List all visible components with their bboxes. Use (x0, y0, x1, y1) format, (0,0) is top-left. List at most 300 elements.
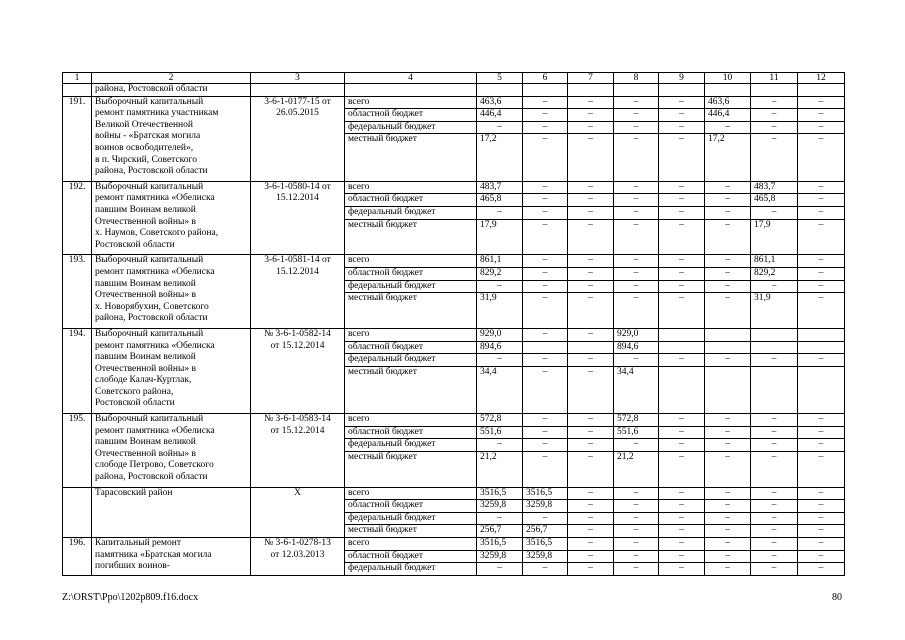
document-code-line: 15.12.2014 (276, 266, 319, 277)
amount-cell: – (705, 121, 751, 134)
amount-cell: – (705, 451, 751, 487)
entry-name-line: памятника «Братская могила (95, 549, 212, 560)
amount-cell: – (568, 500, 614, 513)
amount-cell: – (523, 181, 568, 194)
amount-cell (705, 341, 751, 354)
amount-cell: – (659, 512, 705, 525)
amount-cell: – (614, 181, 659, 194)
amount-cell (798, 366, 845, 413)
funding-source: федеральный бюджет (345, 121, 477, 134)
amount-cell: – (798, 255, 845, 268)
amount-cell: – (568, 121, 614, 134)
entry-number: 196. (63, 538, 92, 576)
amount-cell: – (659, 194, 705, 207)
amount-cell: – (568, 109, 614, 122)
funding-source: всего (345, 328, 477, 341)
amount-cell: 483,7 (751, 181, 798, 194)
amount-cell: – (705, 512, 751, 525)
entry-name-line: Отечественной войны» в (95, 363, 196, 374)
amount-cell: – (798, 280, 845, 293)
amount-cell: – (659, 500, 705, 513)
document-code (251, 414, 345, 488)
amount-cell: – (568, 267, 614, 280)
table-row (63, 96, 845, 109)
amount-cell: – (798, 538, 845, 551)
funding-source: местный бюджет (345, 451, 477, 487)
amount-cell: – (705, 563, 751, 576)
entry-name (92, 181, 251, 255)
document-code (251, 255, 345, 329)
funding-source: всего (345, 96, 477, 109)
amount-cell: 34,4 (477, 366, 523, 413)
table-row (63, 487, 845, 500)
budget-table (62, 72, 845, 576)
amount-cell: 17,9 (751, 219, 798, 255)
amount-cell: – (705, 219, 751, 255)
amount-cell: – (798, 550, 845, 563)
amount-cell: – (659, 293, 705, 329)
amount-cell: – (568, 414, 614, 427)
funding-source: областной бюджет (345, 267, 477, 280)
amount-cell: – (568, 487, 614, 500)
funding-source: областной бюджет (345, 109, 477, 122)
entry-number: 195. (63, 414, 92, 488)
funding-source: областной бюджет (345, 500, 477, 513)
entry-name-line: ремонт памятника «Обелиска (95, 266, 215, 277)
funding-source: областной бюджет (345, 550, 477, 563)
amount-cell: – (523, 328, 568, 341)
amount-cell: – (659, 414, 705, 427)
table-body (63, 84, 845, 576)
column-header: 9 (659, 73, 705, 84)
amount-cell: – (798, 194, 845, 207)
document-code (251, 96, 345, 181)
entry-name-line: х. Наумов, Советского района, (95, 228, 219, 239)
document-code-line: № 3-6-1-0278-13 (264, 538, 331, 549)
amount-cell: – (523, 280, 568, 293)
amount-cell: 3259,8 (477, 550, 523, 563)
document-code-line: 3-6-1-0580-14 от (264, 181, 331, 192)
amount-cell: – (568, 219, 614, 255)
funding-source: федеральный бюджет (345, 512, 477, 525)
amount-cell: – (568, 550, 614, 563)
amount-cell: – (477, 563, 523, 576)
amount-cell: – (751, 134, 798, 181)
entry-name-line: павшим Воинам великой (95, 437, 196, 448)
page-number: 80 (832, 592, 842, 603)
document-code-line: от 12.03.2013 (270, 549, 325, 560)
amount-cell: – (523, 219, 568, 255)
amount-cell (568, 341, 614, 354)
amount-cell: – (659, 563, 705, 576)
amount-cell: – (614, 194, 659, 207)
amount-cell: – (614, 134, 659, 181)
amount-cell: – (659, 280, 705, 293)
table-row (63, 255, 845, 268)
amount-cell: – (751, 538, 798, 551)
amount-cell: – (614, 354, 659, 367)
amount-cell: – (659, 96, 705, 109)
amount-cell: – (659, 538, 705, 551)
amount-cell: – (523, 366, 568, 413)
amount-cell: 17,2 (477, 134, 523, 181)
entry-name-line: павшим Воинам великой (95, 204, 196, 215)
column-header: 2 (92, 73, 251, 84)
amount-cell: – (798, 354, 845, 367)
amount-cell: – (751, 206, 798, 219)
document-code-line: Х (294, 487, 301, 498)
amount-cell: – (568, 426, 614, 439)
amount-cell: – (751, 525, 798, 538)
amount-cell: 861,1 (751, 255, 798, 268)
funding-source: местный бюджет (345, 219, 477, 255)
amount-cell: – (751, 426, 798, 439)
amount-cell: – (798, 267, 845, 280)
funding-source: федеральный бюджет (345, 354, 477, 367)
amount-cell: – (798, 500, 845, 513)
entry-name-line: Ростовской области (95, 239, 175, 250)
amount-cell: – (614, 512, 659, 525)
funding-source: федеральный бюджет (345, 563, 477, 576)
amount-cell: 446,4 (477, 109, 523, 122)
amount-cell: 551,6 (614, 426, 659, 439)
amount-cell: – (751, 96, 798, 109)
amount-cell: – (659, 354, 705, 367)
amount-cell (798, 341, 845, 354)
amount-cell: 829,2 (751, 267, 798, 280)
amount-cell: 551,6 (477, 426, 523, 439)
amount-cell: – (614, 487, 659, 500)
amount-cell: – (614, 293, 659, 329)
entry-name-line: Выборочный капитальный (95, 328, 204, 339)
amount-cell: – (751, 563, 798, 576)
entry-name-line: Ростовской области (95, 398, 175, 409)
document-code-line: 3-6-1-0177-15 от (264, 96, 331, 107)
amount-cell: – (568, 194, 614, 207)
footer-file-path: Z:\ORST\Ppo\1202p809.f16.docx (62, 592, 199, 603)
amount-cell: – (614, 219, 659, 255)
amount-cell: – (705, 194, 751, 207)
amount-cell: 17,9 (477, 219, 523, 255)
amount-cell: 34,4 (614, 366, 659, 413)
entry-name (92, 414, 251, 488)
document-code-line: от 15.12.2014 (270, 425, 325, 436)
amount-cell: – (705, 255, 751, 268)
funding-source: всего (345, 255, 477, 268)
amount-cell: 446,4 (705, 109, 751, 122)
amount-cell (659, 328, 705, 341)
amount-cell: – (751, 414, 798, 427)
column-header: 6 (523, 73, 568, 84)
amount-cell: 483,7 (477, 181, 523, 194)
entry-name-line: погибших воинов- (95, 561, 170, 572)
amount-cell: – (798, 219, 845, 255)
amount-cell: – (523, 96, 568, 109)
amount-cell (659, 366, 705, 413)
entry-name (92, 538, 251, 576)
document-code (251, 328, 345, 413)
entry-number: 193. (63, 255, 92, 329)
table-row (63, 181, 845, 194)
amount-cell: – (568, 96, 614, 109)
amount-cell: – (659, 181, 705, 194)
entry-name-line: Выборочный капитальный (95, 255, 204, 266)
document-code-line: 3-6-1-0581-14 от (264, 255, 331, 266)
amount-cell: – (705, 426, 751, 439)
amount-cell: – (614, 206, 659, 219)
amount-cell: – (659, 267, 705, 280)
amount-cell: – (477, 439, 523, 452)
amount-cell: 894,6 (477, 341, 523, 354)
funding-source: местный бюджет (345, 293, 477, 329)
amount-cell (751, 366, 798, 413)
column-header: 7 (568, 73, 614, 84)
amount-cell: 3516,5 (523, 538, 568, 551)
amount-cell: – (614, 280, 659, 293)
amount-cell: – (614, 109, 659, 122)
amount-cell: 572,8 (477, 414, 523, 427)
entry-name (92, 255, 251, 329)
amount-cell: – (568, 134, 614, 181)
amount-cell: – (477, 512, 523, 525)
funding-source: всего (345, 538, 477, 551)
amount-cell: 21,2 (614, 451, 659, 487)
amount-cell (798, 328, 845, 341)
amount-cell: 31,9 (477, 293, 523, 329)
amount-cell: 3259,8 (523, 500, 568, 513)
entry-name-line: Тарасовский район (95, 487, 173, 498)
amount-cell: 861,1 (477, 255, 523, 268)
amount-cell: – (659, 439, 705, 452)
column-header: 1 (63, 73, 92, 84)
amount-cell: – (659, 451, 705, 487)
funding-source: местный бюджет (345, 366, 477, 413)
funding-source: федеральный бюджет (345, 206, 477, 219)
amount-cell: – (705, 525, 751, 538)
amount-cell: 3516,5 (477, 538, 523, 551)
amount-cell: – (798, 525, 845, 538)
entry-name (92, 328, 251, 413)
amount-cell: – (523, 563, 568, 576)
amount-cell: – (523, 426, 568, 439)
amount-cell: – (568, 280, 614, 293)
amount-cell: 3516,5 (477, 487, 523, 500)
entry-name-line: слободе Петрово, Советского (95, 460, 214, 471)
funding-source: всего (345, 487, 477, 500)
column-header: 4 (345, 73, 477, 84)
amount-cell: – (798, 293, 845, 329)
amount-cell: – (705, 206, 751, 219)
entry-name-line: слободе Калач-Куртлак, (95, 375, 192, 386)
funding-source: местный бюджет (345, 525, 477, 538)
entry-name-line: Выборочный капитальный (95, 181, 204, 192)
amount-cell: – (798, 426, 845, 439)
amount-cell: – (751, 280, 798, 293)
amount-cell: – (614, 563, 659, 576)
amount-cell: – (705, 354, 751, 367)
amount-cell: 17,2 (705, 134, 751, 181)
amount-cell: 256,7 (477, 525, 523, 538)
column-header: 11 (751, 73, 798, 84)
amount-cell: – (614, 550, 659, 563)
amount-cell: – (523, 255, 568, 268)
amount-cell: – (705, 267, 751, 280)
amount-cell: 463,6 (705, 96, 751, 109)
entry-number (63, 487, 92, 537)
entry-name-line: ремонт памятника «Обелиска (95, 193, 215, 204)
amount-cell: – (614, 121, 659, 134)
entry-name-line: Советского района, (95, 386, 174, 397)
amount-cell: – (614, 267, 659, 280)
amount-cell: – (614, 500, 659, 513)
document-code-line: № 3-6-1-0582-14 (264, 328, 331, 339)
document-code-line: 26.05.2015 (276, 108, 319, 119)
amount-cell: 31,9 (751, 293, 798, 329)
amount-cell: 465,8 (477, 194, 523, 207)
amount-cell: – (568, 255, 614, 268)
entry-name-line: войны - «Братская могила (95, 131, 201, 142)
amount-cell: – (523, 354, 568, 367)
amount-cell: – (705, 414, 751, 427)
amount-cell: – (523, 194, 568, 207)
amount-cell: – (659, 487, 705, 500)
amount-cell (705, 328, 751, 341)
amount-cell: – (751, 451, 798, 487)
entry-name-line: района, Ростовской области (95, 472, 208, 483)
amount-cell: – (523, 451, 568, 487)
funding-source: местный бюджет (345, 134, 477, 181)
entry-name-line: павшим Воинам великой (95, 352, 196, 363)
amount-cell: – (523, 121, 568, 134)
column-header: 8 (614, 73, 659, 84)
document-code (251, 181, 345, 255)
amount-cell (751, 328, 798, 341)
amount-cell: – (751, 550, 798, 563)
amount-cell: – (568, 328, 614, 341)
amount-cell: – (705, 550, 751, 563)
amount-cell: – (798, 109, 845, 122)
amount-cell: 465,8 (751, 194, 798, 207)
entry-name-line: Выборочный капитальный (95, 96, 204, 107)
amount-cell: – (751, 439, 798, 452)
amount-cell: 256,7 (523, 525, 568, 538)
amount-cell: – (523, 267, 568, 280)
entry-name-line: района, Ростовской области (95, 313, 208, 324)
amount-cell: – (705, 500, 751, 513)
amount-cell: 3259,8 (523, 550, 568, 563)
amount-cell: – (568, 439, 614, 452)
table-row (63, 328, 845, 341)
amount-cell: – (523, 109, 568, 122)
amount-cell: – (523, 414, 568, 427)
amount-cell: – (568, 293, 614, 329)
amount-cell: – (798, 96, 845, 109)
amount-cell: – (705, 487, 751, 500)
funding-source: всего (345, 414, 477, 427)
document-code-line: от 15.12.2014 (270, 340, 325, 351)
amount-cell: – (659, 255, 705, 268)
entry-name-line: воинов освободителей», (95, 142, 194, 153)
amount-cell: 3516,5 (523, 487, 568, 500)
amount-cell: – (798, 134, 845, 181)
entry-name-line: Капитальный ремонт (95, 538, 182, 549)
amount-cell (705, 366, 751, 413)
amount-cell: – (798, 414, 845, 427)
amount-cell: – (523, 206, 568, 219)
amount-cell: – (659, 550, 705, 563)
amount-cell: – (751, 109, 798, 122)
amount-cell: – (751, 512, 798, 525)
entry-name-line: района, Ростовской области (95, 166, 208, 177)
amount-cell: – (659, 206, 705, 219)
amount-cell: – (659, 121, 705, 134)
entry-name-line: ремонт памятника «Обелиска (95, 340, 215, 351)
document-code (251, 538, 345, 576)
table-row (63, 538, 845, 551)
amount-cell: – (659, 109, 705, 122)
amount-cell: – (568, 181, 614, 194)
amount-cell: 3259,8 (477, 500, 523, 513)
amount-cell: – (705, 280, 751, 293)
amount-cell: – (568, 366, 614, 413)
amount-cell: 829,2 (477, 267, 523, 280)
amount-cell: – (477, 206, 523, 219)
table-header (63, 73, 845, 84)
amount-cell: – (798, 439, 845, 452)
amount-cell: 929,0 (614, 328, 659, 341)
amount-cell: – (659, 525, 705, 538)
amount-cell: – (477, 280, 523, 293)
amount-cell: – (798, 512, 845, 525)
amount-cell: 463,6 (477, 96, 523, 109)
amount-cell: – (568, 206, 614, 219)
entry-name-line: павшим Воинам великой (95, 278, 196, 289)
amount-cell: – (568, 354, 614, 367)
amount-cell: – (798, 451, 845, 487)
amount-cell: – (751, 354, 798, 367)
amount-cell: – (659, 134, 705, 181)
amount-cell: – (659, 426, 705, 439)
entry-number: 191. (63, 96, 92, 181)
amount-cell: – (523, 134, 568, 181)
amount-cell: – (568, 525, 614, 538)
funding-source: областной бюджет (345, 426, 477, 439)
entry-name-line: Отечественной войны» в (95, 448, 196, 459)
document-code (251, 487, 345, 537)
amount-cell: – (568, 451, 614, 487)
entry-name-line: Отечественной войны» в (95, 290, 196, 301)
amount-cell: – (568, 563, 614, 576)
amount-cell: – (523, 439, 568, 452)
entry-name-line: Великой Отечественной (95, 119, 193, 130)
entry-name-line: в п. Чирский, Советского (95, 154, 197, 165)
amount-cell: 572,8 (614, 414, 659, 427)
amount-cell: – (705, 538, 751, 551)
entry-name-line: ремонт памятника участникам (95, 108, 219, 119)
amount-cell: – (659, 219, 705, 255)
column-header: 5 (477, 73, 523, 84)
amount-cell (659, 341, 705, 354)
amount-cell: – (798, 121, 845, 134)
column-header: 3 (251, 73, 345, 84)
amount-cell: – (751, 500, 798, 513)
funding-source: областной бюджет (345, 341, 477, 354)
amount-cell: – (568, 538, 614, 551)
amount-cell: – (614, 96, 659, 109)
amount-cell: – (614, 525, 659, 538)
entry-name-line: ремонт памятника «Обелиска (95, 425, 215, 436)
amount-cell: – (477, 354, 523, 367)
